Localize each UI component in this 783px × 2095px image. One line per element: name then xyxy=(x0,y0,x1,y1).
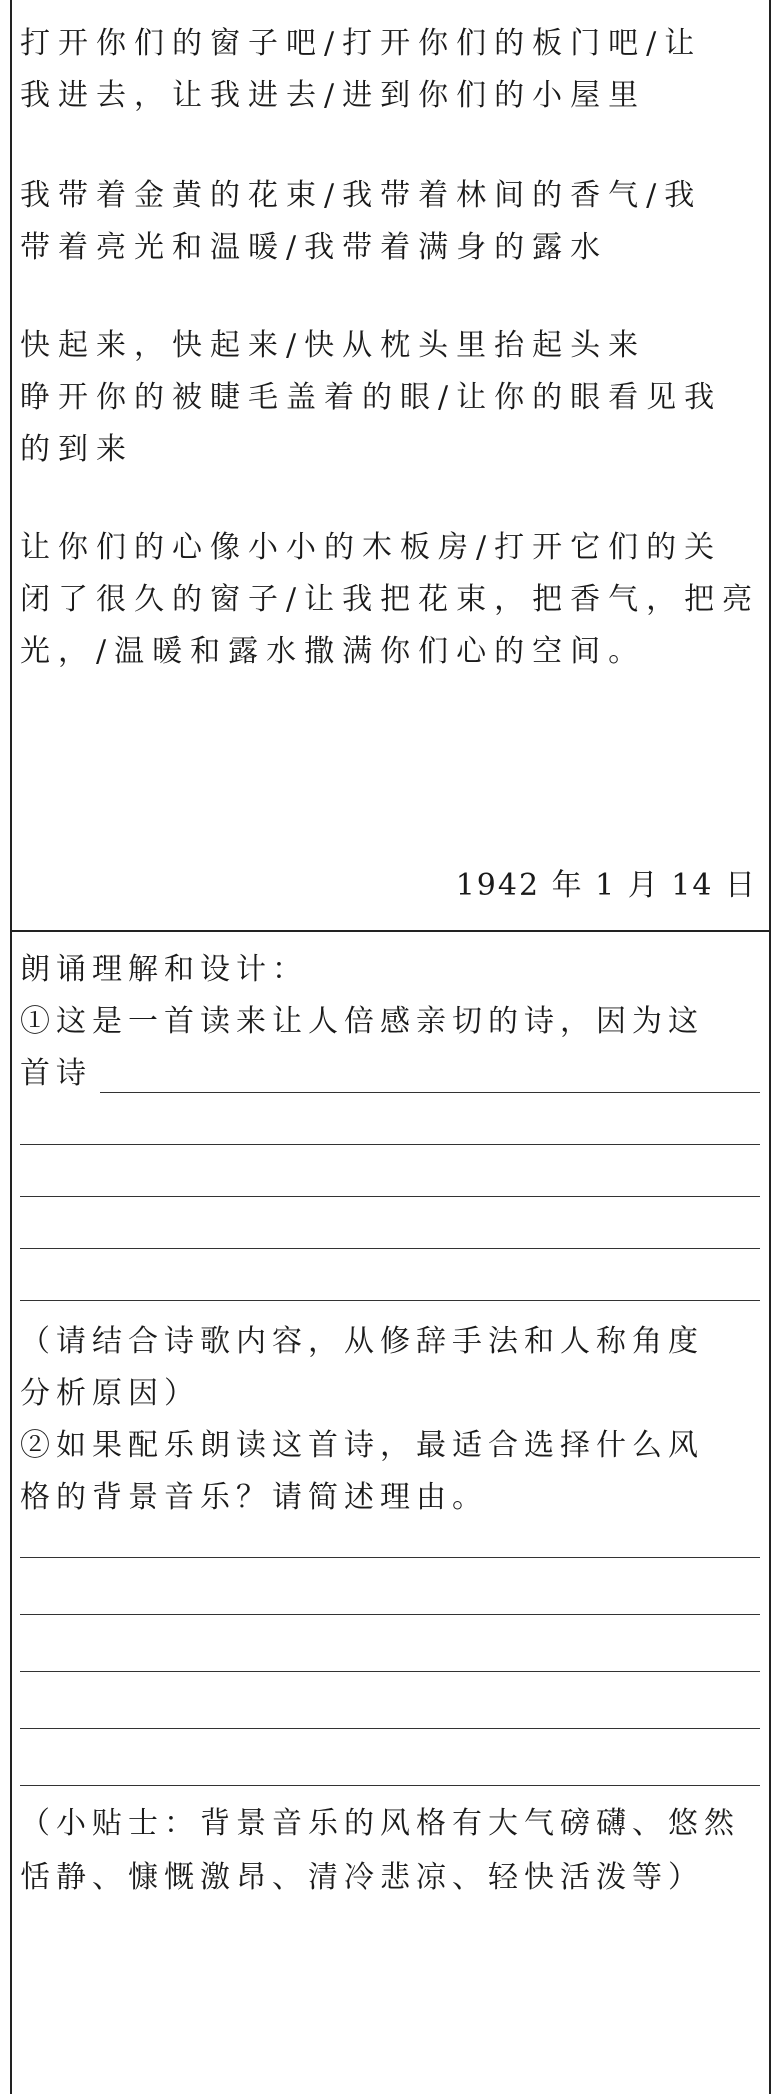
poem-line: 光，/温暖和露水撒满你们心的空间。 xyxy=(20,634,647,669)
poem-line: 睁开你的被睫毛盖着的眼/让你的眼看见我 xyxy=(20,380,723,415)
section-heading: 朗诵理解和设计： xyxy=(20,952,308,987)
poem-section xyxy=(12,0,769,932)
tip-text: 恬静、慷慨激昂、清冷悲凉、轻快活泼等） xyxy=(20,1860,704,1895)
poem-line: 我进去，让我进去/进到你们的小屋里 xyxy=(20,78,647,113)
poem-line: 快起来，快起来/快从枕头里抬起头来 xyxy=(20,328,647,363)
poem-date: 1942 年 1 月 14 日 xyxy=(455,868,757,903)
answer-line[interactable] xyxy=(20,1614,760,1615)
answer-line[interactable] xyxy=(20,1785,760,1786)
answer-line[interactable] xyxy=(20,1144,760,1145)
question-1-text: 首诗 xyxy=(20,1056,92,1091)
worksheet xyxy=(10,0,771,2094)
poem-line: 闭了很久的窗子/让我把花束，把香气，把亮 xyxy=(20,582,761,617)
question-2-text: ②如果配乐朗读这首诗，最适合选择什么风 xyxy=(20,1428,704,1463)
poem-line: 带着亮光和温暖/我带着满身的露水 xyxy=(20,230,609,265)
answer-line[interactable] xyxy=(20,1557,760,1558)
question-2-text: 格的背景音乐？请简述理由。 xyxy=(20,1480,488,1515)
tip-text: （小贴士：背景音乐的风格有大气磅礴、悠然 xyxy=(20,1806,740,1841)
poem-line: 我带着金黄的花束/我带着林间的香气/我 xyxy=(20,178,703,213)
question-1-hint: （请结合诗歌内容，从修辞手法和人称角度 xyxy=(20,1324,704,1359)
poem-line: 让你们的心像小小的木板房/打开它们的关 xyxy=(20,530,723,565)
question-1-text: ①这是一首读来让人倍感亲切的诗，因为这 xyxy=(20,1004,704,1039)
poem-line: 打开你们的窗子吧/打开你们的板门吧/让 xyxy=(20,26,703,61)
answer-line[interactable] xyxy=(20,1671,760,1672)
answer-line[interactable] xyxy=(100,1092,760,1093)
answer-line[interactable] xyxy=(20,1196,760,1197)
answer-line[interactable] xyxy=(20,1248,760,1249)
question-1-hint: 分析原因） xyxy=(20,1376,200,1411)
answer-line[interactable] xyxy=(20,1300,760,1301)
answer-line[interactable] xyxy=(20,1728,760,1729)
poem-line: 的到来 xyxy=(20,432,134,467)
